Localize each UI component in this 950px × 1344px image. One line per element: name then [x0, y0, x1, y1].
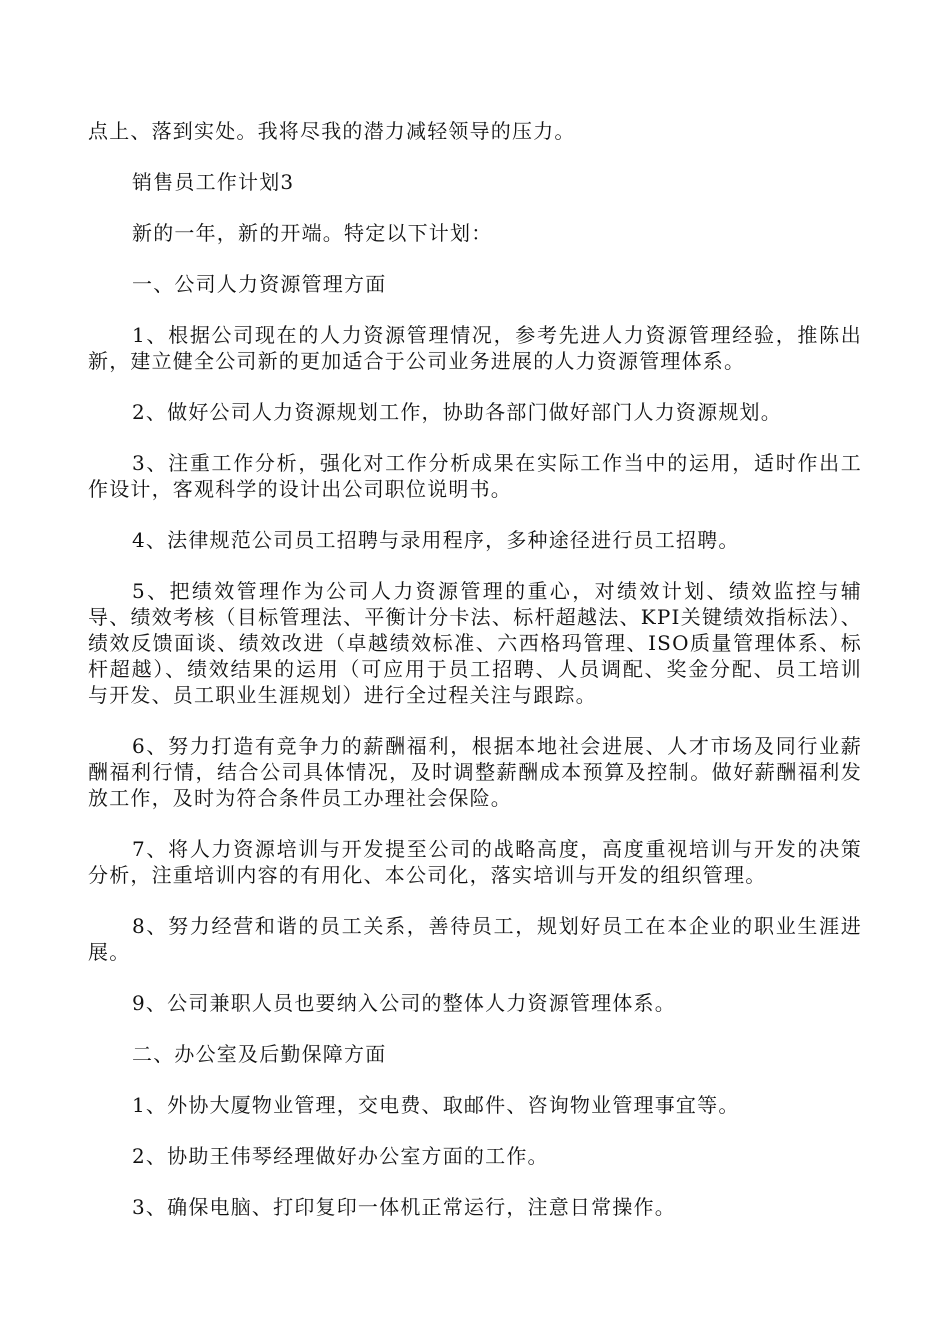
- list-item: 6、努力打造有竞争力的薪酬福利，根据本地社会进展、人才市场及同行业薪酬福利行情，结合公司具体情况，及时调整薪酬成本预算及控制。做好薪酬福利发放工作，及时为符合条件员工办理社会保险。: [88, 734, 862, 810]
- list-item: 5、把绩效管理作为公司人力资源管理的重心，对绩效计划、绩效监控与辅导、绩效考核（目标管理法、平衡计分卡法、标杆超越法、KPI关键绩效指标法）、绩效反馈面谈、绩效改进（卓越绩效标准、六西格玛管理、ISO质量管理体系、标杆超越）、绩效结果的运用（可应用于员工招聘、人员调配、奖金分配、员工培训与开发、员工职业生涯规划）进行全过程关注与跟踪。: [88, 579, 862, 707]
- list-item: 1、根据公司现在的人力资源管理情况，参考先进人力资源管理经验，推陈出新，建立健全公司新的更加适合于公司业务进展的人力资源管理体系。: [88, 323, 862, 373]
- heading-office-logistics: 二、办公室及后勤保障方面: [132, 1042, 387, 1066]
- list-item: 9、公司兼职人员也要纳入公司的整体人力资源管理体系。: [132, 991, 676, 1015]
- list-item: 1、外协大厦物业管理，交电费、取邮件、咨询物业管理事宜等。: [132, 1093, 740, 1117]
- paragraph-continuation: 点上、落到实处。我将尽我的潜力减轻领导的压力。: [88, 119, 576, 143]
- list-item: 7、将人力资源培训与开发提至公司的战略高度，高度重视培训与开发的决策分析，注重培训内容的有用化、本公司化，落实培训与开发的组织管理。: [88, 837, 862, 887]
- list-item: 2、协助王伟琴经理做好办公室方面的工作。: [132, 1144, 549, 1168]
- list-item: 2、做好公司人力资源规划工作，协助各部门做好部门人力资源规划。: [132, 400, 782, 424]
- list-item: 3、注重工作分析，强化对工作分析成果在实际工作当中的运用，适时作出工作设计，客观科学的设计出公司职位说明书。: [88, 451, 862, 501]
- list-item: 8、努力经营和谐的员工关系，善待员工，规划好员工在本企业的职业生涯进展。: [88, 914, 862, 964]
- intro-paragraph: 新的一年，新的开端。特定以下计划：: [132, 221, 493, 245]
- list-item: 3、确保电脑、打印复印一体机正常运行，注意日常操作。: [132, 1195, 676, 1219]
- list-item: 4、法律规范公司员工招聘与录用程序，多种途径进行员工招聘。: [132, 528, 740, 552]
- heading-hr-management: 一、公司人力资源管理方面: [132, 272, 387, 296]
- document-page: [88, 118, 862, 1245]
- section-title: 销售员工作计划3: [132, 170, 295, 194]
